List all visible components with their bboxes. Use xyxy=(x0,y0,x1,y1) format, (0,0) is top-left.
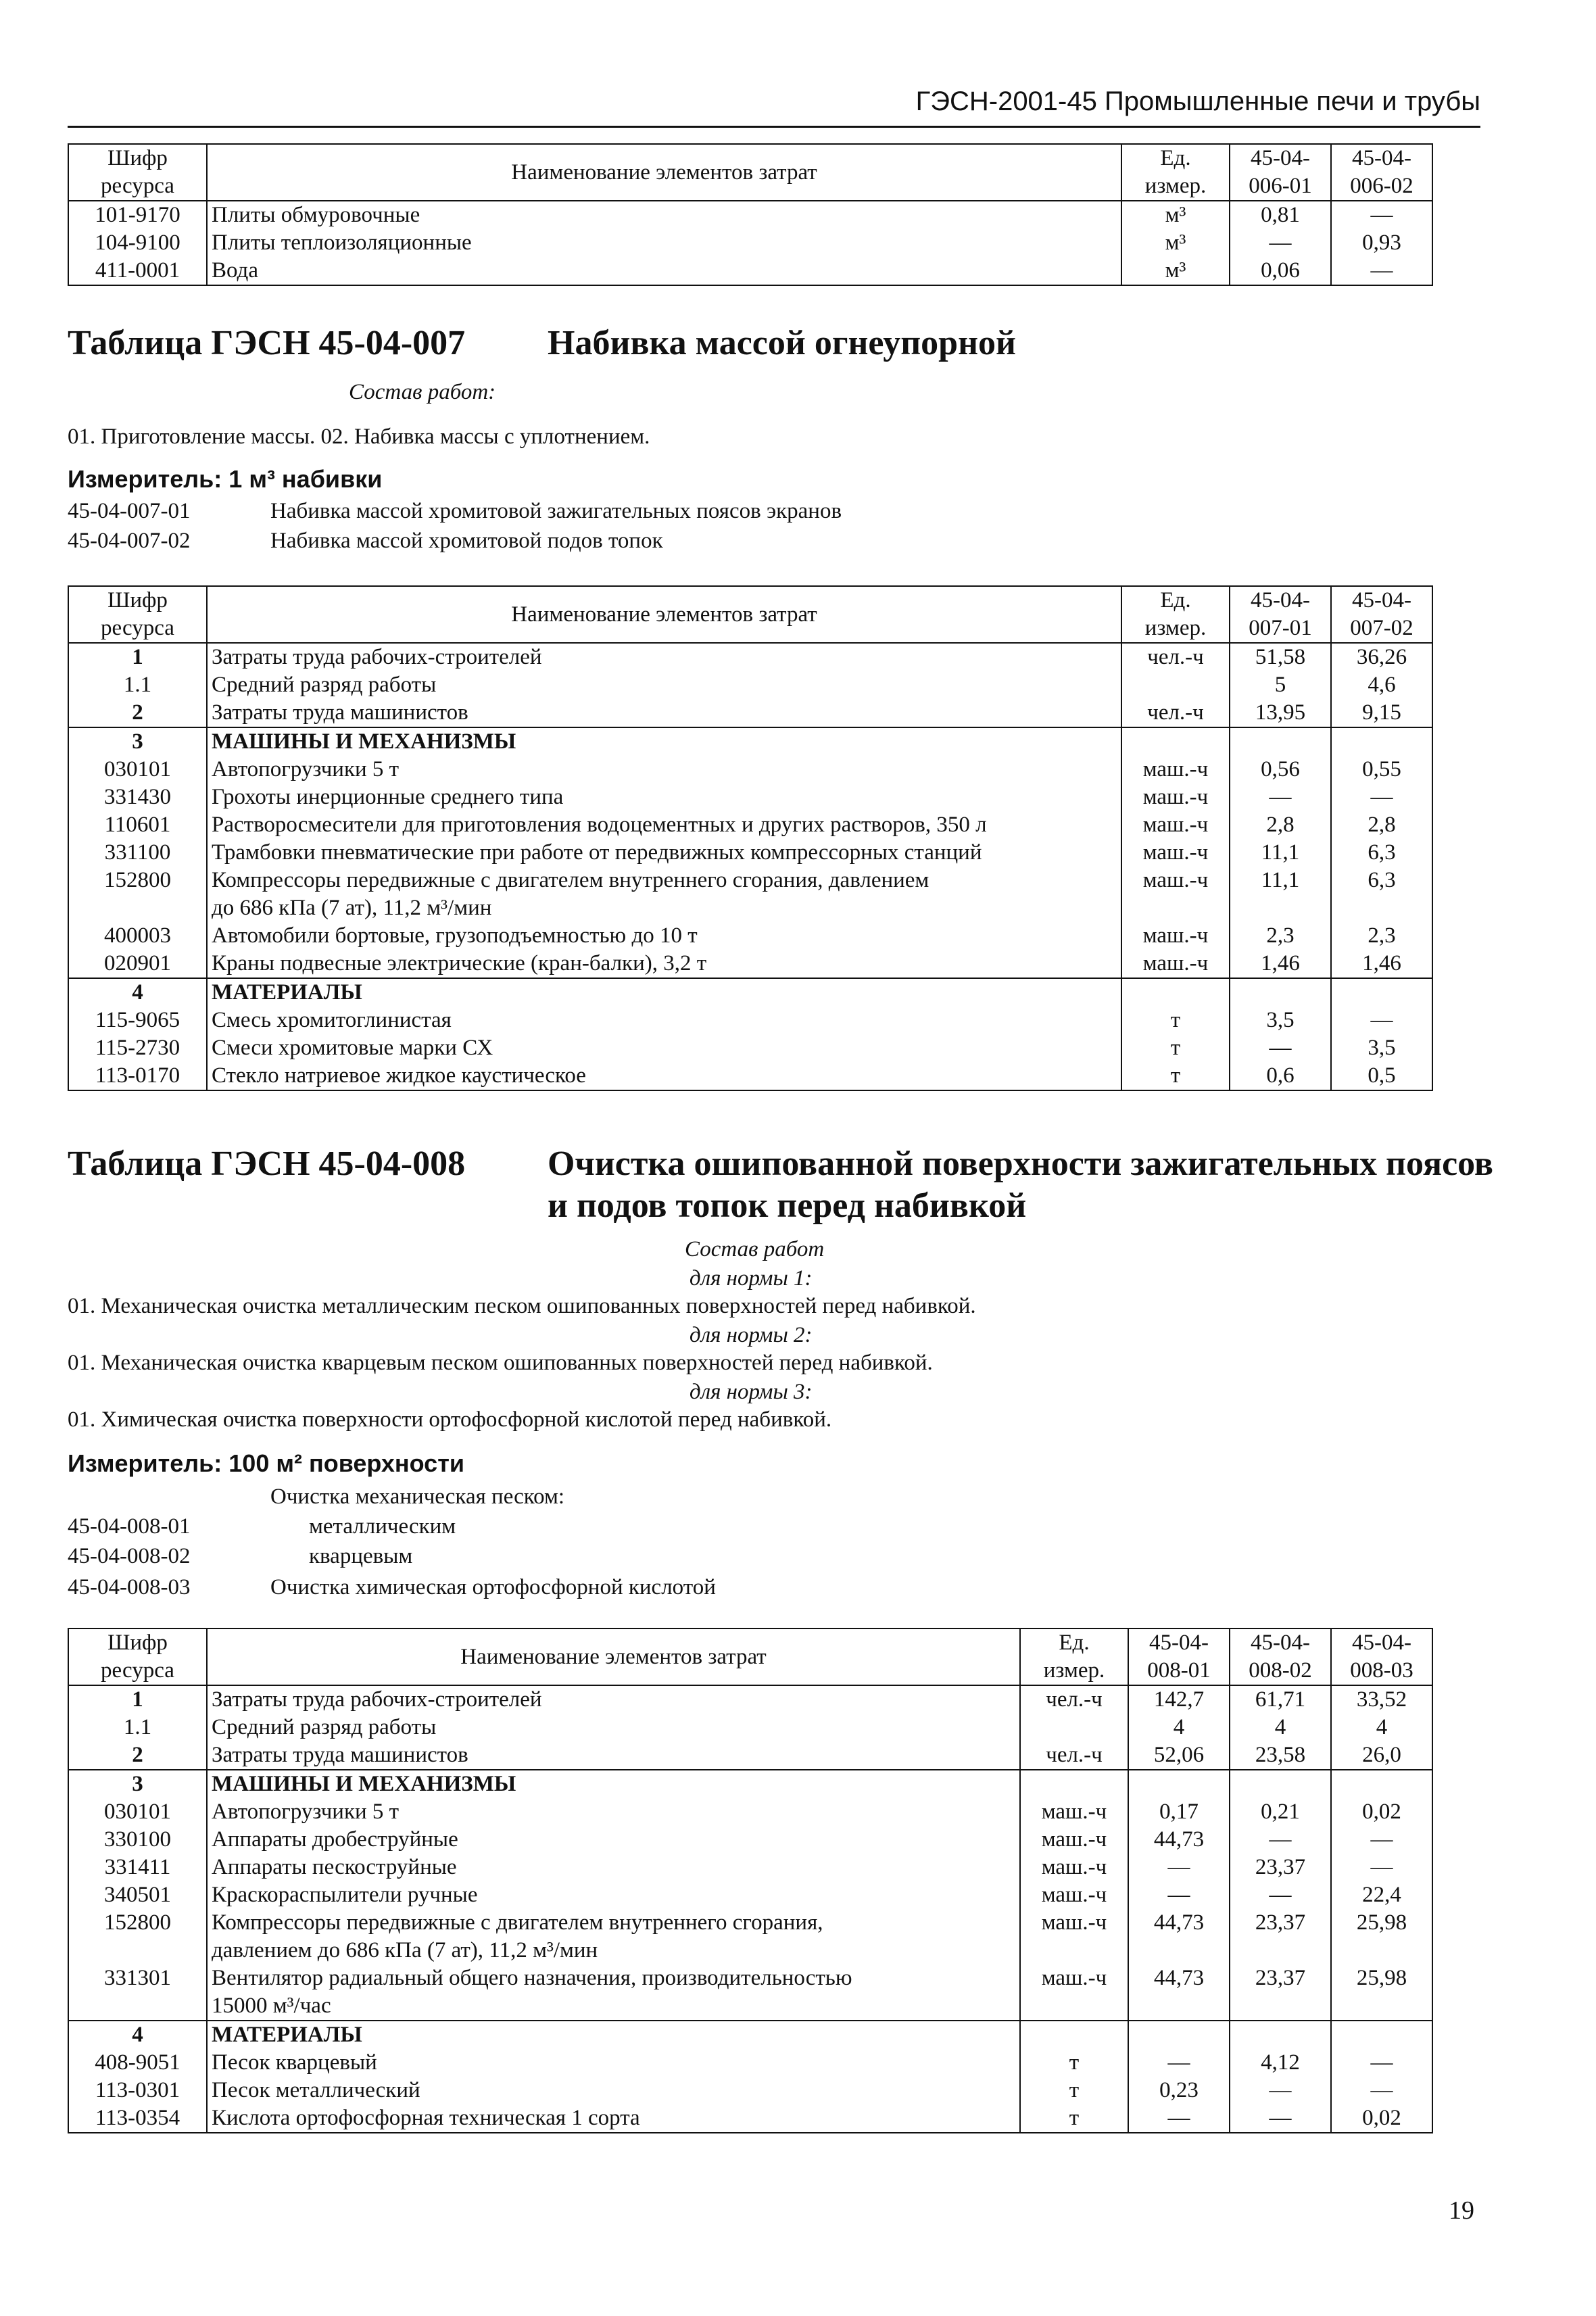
composition-item-2: 01. Механическая очистка кварцевым песком ошипованных поверхностей перед набивкой. xyxy=(68,1351,933,1375)
norm-row xyxy=(68,1514,456,1539)
cell-norm-value xyxy=(1230,1770,1331,1798)
col-header-code: Шифр ресурса xyxy=(68,586,207,643)
cell-cost-name xyxy=(207,699,1121,727)
col-header-code: Шифр ресурса xyxy=(68,1629,207,1685)
cell-norm-value: 0,5 xyxy=(1331,1062,1432,1090)
cell-unit: маш.-ч xyxy=(1020,1854,1128,1881)
cell-resource-code: 113-0354 xyxy=(68,2104,207,2133)
cell-unit: маш.-ч xyxy=(1020,1798,1128,1826)
cell-norm-value: 61,71 xyxy=(1230,1685,1331,1714)
cell-norm-value: 1,46 xyxy=(1230,950,1331,978)
cell-norm-value: 0,56 xyxy=(1230,756,1331,783)
table-subject-008-line2: и подов топок перед набивкой xyxy=(548,1186,1027,1225)
cell-norm-value: 4 xyxy=(1230,1714,1331,1741)
cell-norm-value: — xyxy=(1331,1007,1432,1034)
cost-name-line: МАТЕРИАЛЫ xyxy=(212,980,362,1005)
cell-norm-value: — xyxy=(1331,2077,1432,2104)
cell-norm-value: — xyxy=(1230,229,1331,257)
composition-text: 01. Приготовление массы. 02. Набивка массы с уплотнением. xyxy=(68,425,650,449)
cost-name-line: Автомобили бортовые, грузоподъемностью до 10 т xyxy=(212,923,698,948)
cell-norm-value: 5 xyxy=(1230,671,1331,699)
cell-norm-value: 23,37 xyxy=(1230,1854,1331,1881)
running-header: ГЭСН-2001-45 Промышленные печи и трубы xyxy=(915,87,1480,116)
composition-for-norm-3: для нормы 3: xyxy=(690,1380,813,1404)
cell-resource-code: 408-9051 xyxy=(68,2049,207,2077)
cell-norm-value xyxy=(1331,727,1432,756)
norm-row xyxy=(68,1575,716,1600)
table-row xyxy=(68,229,1432,257)
cell-norm-value: 25,98 xyxy=(1331,1909,1432,1964)
table-row xyxy=(68,867,1432,922)
cell-cost-name xyxy=(207,1007,1121,1034)
cell-norm-value: 1,46 xyxy=(1331,950,1432,978)
norm-code: 45-04-008-02 xyxy=(68,1544,191,1568)
cell-norm-value: 13,95 xyxy=(1230,699,1331,727)
section-row xyxy=(68,978,1432,1007)
cell-norm-value: 2,8 xyxy=(1230,811,1331,839)
cost-name-line: Затраты труда рабочих-строителей xyxy=(212,1687,542,1712)
col-header-norm: 45-04- 007-02 xyxy=(1331,586,1432,643)
cell-resource-code: 115-9065 xyxy=(68,1007,207,1034)
cost-table-006 xyxy=(68,143,1433,286)
cell-cost-name xyxy=(207,671,1121,699)
cost-name-line: Кислота ортофосфорная техническая 1 сорта xyxy=(212,2106,640,2130)
cell-norm-value: 23,58 xyxy=(1230,1741,1331,1770)
cell-norm-value: 51,58 xyxy=(1230,643,1331,671)
composition-label: Состав работ xyxy=(685,1237,825,1261)
cell-resource-code: 331100 xyxy=(68,839,207,867)
cell-norm-value: — xyxy=(1331,1826,1432,1854)
cell-norm-value xyxy=(1128,2021,1230,2049)
cell-norm-value: 4 xyxy=(1331,1714,1432,1741)
cost-name-line: Плиты обмуровочные xyxy=(212,203,420,227)
cell-unit: т xyxy=(1020,2077,1128,2104)
cost-name-line: Затраты труда рабочих-строителей xyxy=(212,645,542,669)
cell-norm-value: 33,52 xyxy=(1331,1685,1432,1714)
norm-code: 45-04-008-03 xyxy=(68,1575,191,1599)
cell-norm-value: 0,6 xyxy=(1230,1062,1331,1090)
col-header-norm: 45-04- 008-03 xyxy=(1331,1629,1432,1685)
cell-norm-value: 23,37 xyxy=(1230,1909,1331,1964)
table-row xyxy=(68,2077,1432,2104)
cost-name-line: Аппараты дробеструйные xyxy=(212,1827,458,1852)
table-row xyxy=(68,2104,1432,2133)
cell-cost-name xyxy=(207,783,1121,811)
cell-resource-code: 2 xyxy=(68,699,207,727)
cell-resource-code: 030101 xyxy=(68,756,207,783)
cell-norm-value: — xyxy=(1128,1854,1230,1881)
cell-unit xyxy=(1020,1770,1128,1798)
norm-description: Набивка массой хромитовой зажигательных поясов экранов xyxy=(270,499,842,523)
cell-norm-value: — xyxy=(1128,1881,1230,1909)
cost-name-line: Автопогрузчики 5 т xyxy=(212,757,400,781)
cell-cost-name xyxy=(207,2021,1020,2049)
table-row xyxy=(68,1034,1432,1062)
cell-norm-value: 0,02 xyxy=(1331,2104,1432,2133)
cell-norm-value: 4,6 xyxy=(1331,671,1432,699)
cell-norm-value: 25,98 xyxy=(1331,1964,1432,2021)
cell-resource-code: 110601 xyxy=(68,811,207,839)
norm-code: 45-04-008-01 xyxy=(68,1514,191,1539)
col-header-name: Наименование элементов затрат xyxy=(207,144,1121,201)
norm-description: Набивка массой хромитовой подов топок xyxy=(270,529,663,553)
cell-norm-value: — xyxy=(1230,1881,1331,1909)
table-row xyxy=(68,950,1432,978)
cost-name-line: Трамбовки пневматические при работе от передвижных компрессорных станций xyxy=(212,840,982,865)
cost-name-line: Средний разряд работы xyxy=(212,673,437,697)
cell-unit xyxy=(1020,1714,1128,1741)
table-row xyxy=(68,1714,1432,1741)
cell-unit: маш.-ч xyxy=(1121,950,1230,978)
cell-cost-name xyxy=(207,1798,1020,1826)
cell-norm-value xyxy=(1128,1770,1230,1798)
cell-resource-code: 115-2730 xyxy=(68,1034,207,1062)
col-header-unit: Ед. измер. xyxy=(1020,1629,1128,1685)
cell-resource-code: 020901 xyxy=(68,950,207,978)
cell-norm-value: 4 xyxy=(1128,1714,1230,1741)
cost-name-line: Краскораспылители ручные xyxy=(212,1883,478,1907)
table-row xyxy=(68,1741,1432,1770)
composition-item-3: 01. Химическая очистка поверхности ортофосфорной кислотой перед набивкой. xyxy=(68,1407,832,1432)
cell-norm-value: 0,02 xyxy=(1331,1798,1432,1826)
col-header-code: Шифр ресурса xyxy=(68,144,207,201)
cell-unit: маш.-ч xyxy=(1020,1826,1128,1854)
cell-cost-name xyxy=(207,1714,1020,1741)
cell-norm-value: 0,06 xyxy=(1230,257,1331,285)
cell-unit: т xyxy=(1020,2104,1128,2133)
cell-norm-value: — xyxy=(1331,257,1432,285)
cell-norm-value: 2,3 xyxy=(1331,922,1432,950)
cell-unit xyxy=(1020,2021,1128,2049)
cell-cost-name xyxy=(207,922,1121,950)
measure-unit: Измеритель: 100 м² поверхности xyxy=(68,1449,464,1477)
cell-resource-code: 1.1 xyxy=(68,671,207,699)
cost-name-line: Автопогрузчики 5 т xyxy=(212,1800,400,1824)
cell-norm-value: 44,73 xyxy=(1128,1964,1230,2021)
cell-cost-name xyxy=(207,1909,1020,1964)
cell-cost-name xyxy=(207,2077,1020,2104)
cell-norm-value: 9,15 xyxy=(1331,699,1432,727)
cell-norm-value: 4,12 xyxy=(1230,2049,1331,2077)
cell-unit: чел.-ч xyxy=(1121,699,1230,727)
cell-unit xyxy=(1121,978,1230,1007)
cell-norm-value: 6,3 xyxy=(1331,867,1432,922)
norm-row xyxy=(68,1544,412,1569)
cell-unit: т xyxy=(1121,1034,1230,1062)
table-row xyxy=(68,1062,1432,1090)
section-row xyxy=(68,1770,1432,1798)
cell-cost-name xyxy=(207,1770,1020,1798)
cell-resource-code: 104-9100 xyxy=(68,229,207,257)
col-header-norm: 45-04- 008-01 xyxy=(1128,1629,1230,1685)
cell-norm-value: 2,8 xyxy=(1331,811,1432,839)
cell-unit: маш.-ч xyxy=(1020,1964,1128,2021)
cell-norm-value: 11,1 xyxy=(1230,867,1331,922)
cell-cost-name xyxy=(207,643,1121,671)
cost-name-line: 15000 м³/час xyxy=(212,1994,331,2018)
cell-norm-value: 0,93 xyxy=(1331,229,1432,257)
table-row xyxy=(68,783,1432,811)
table-row xyxy=(68,1685,1432,1714)
cost-name-line: Растворосмесители для приготовления водоцементных и других растворов, 350 л xyxy=(212,813,987,837)
composition-for-norm-1: для нормы 1: xyxy=(690,1266,813,1290)
cell-norm-value: — xyxy=(1230,1034,1331,1062)
cost-name-line: Плиты теплоизоляционные xyxy=(212,231,472,255)
table-subject-008-line1: Очистка ошипованной поверхности зажигательных поясов xyxy=(548,1144,1493,1183)
cost-name-line: МАШИНЫ И МЕХАНИЗМЫ xyxy=(212,1772,516,1796)
cell-cost-name xyxy=(207,1685,1020,1714)
col-header-norm: 45-04- 007-01 xyxy=(1230,586,1331,643)
col-header-unit: Ед. измер. xyxy=(1121,586,1230,643)
measure-unit: Измеритель: 1 м³ набивки xyxy=(68,465,383,493)
cell-cost-name xyxy=(207,950,1121,978)
cell-unit xyxy=(1121,671,1230,699)
norm-description: Очистка химическая ортофосфорной кислотой xyxy=(270,1575,716,1599)
cost-name-line: МАТЕРИАЛЫ xyxy=(212,2023,362,2047)
table-row xyxy=(68,1798,1432,1826)
cell-norm-value xyxy=(1331,1770,1432,1798)
col-header-name: Наименование элементов затрат xyxy=(207,586,1121,643)
cell-norm-value xyxy=(1331,978,1432,1007)
table-row xyxy=(68,2049,1432,2077)
cell-resource-code: 400003 xyxy=(68,922,207,950)
cell-resource-code: 1 xyxy=(68,1685,207,1714)
cell-cost-name xyxy=(207,2049,1020,2077)
cost-name-line: до 686 кПа (7 ат), 11,2 м³/мин xyxy=(212,896,492,920)
table-row xyxy=(68,922,1432,950)
cell-cost-name xyxy=(207,229,1121,257)
cell-norm-value xyxy=(1331,2021,1432,2049)
norm-code: 45-04-007-01 xyxy=(68,499,191,523)
cell-norm-value: 3,5 xyxy=(1230,1007,1331,1034)
cell-unit: м³ xyxy=(1121,201,1230,229)
cell-resource-code: 113-0301 xyxy=(68,2077,207,2104)
table-row xyxy=(68,1826,1432,1854)
header-rule xyxy=(68,126,1480,128)
cell-norm-value: 6,3 xyxy=(1331,839,1432,867)
cell-cost-name xyxy=(207,727,1121,756)
cell-unit: т xyxy=(1020,2049,1128,2077)
cell-unit xyxy=(1121,727,1230,756)
cell-norm-value: — xyxy=(1128,2104,1230,2133)
cell-cost-name xyxy=(207,839,1121,867)
cell-norm-value xyxy=(1230,2021,1331,2049)
cost-name-line: Затраты труда машинистов xyxy=(212,700,468,725)
cell-cost-name xyxy=(207,1034,1121,1062)
cell-cost-name xyxy=(207,2104,1020,2133)
cost-name-line: МАШИНЫ И МЕХАНИЗМЫ xyxy=(212,729,516,754)
cell-norm-value: 26,0 xyxy=(1331,1741,1432,1770)
table-title-008: Таблица ГЭСН 45-04-008 xyxy=(68,1144,466,1183)
cell-unit: чел.-ч xyxy=(1020,1685,1128,1714)
cell-norm-value: 52,06 xyxy=(1128,1741,1230,1770)
norm-description: металлическим xyxy=(309,1514,456,1539)
table-row xyxy=(68,756,1432,783)
table-row xyxy=(68,1881,1432,1909)
cost-name-line: Смеси хромитовые марки СХ xyxy=(212,1036,493,1060)
cell-norm-value: 142,7 xyxy=(1128,1685,1230,1714)
cell-unit: маш.-ч xyxy=(1121,867,1230,922)
cost-name-line: давлением до 686 кПа (7 ат), 11,2 м³/мин xyxy=(212,1938,598,1962)
cost-name-line: Аппараты пескоструйные xyxy=(212,1855,457,1879)
cost-name-line: Вода xyxy=(212,258,258,283)
cell-resource-code: 101-9170 xyxy=(68,201,207,229)
table-row xyxy=(68,1909,1432,1964)
table-row xyxy=(68,643,1432,671)
cell-cost-name xyxy=(207,1826,1020,1854)
cell-unit: маш.-ч xyxy=(1121,783,1230,811)
cell-norm-value: — xyxy=(1331,1854,1432,1881)
cell-norm-value: — xyxy=(1331,2049,1432,2077)
cell-norm-value: 2,3 xyxy=(1230,922,1331,950)
cell-cost-name xyxy=(207,811,1121,839)
norm-row xyxy=(68,499,842,524)
cell-resource-code: 331301 xyxy=(68,1964,207,2021)
cell-norm-value: 0,17 xyxy=(1128,1798,1230,1826)
cost-name-line: Компрессоры передвижные с двигателем внутреннего сгорания, давлением xyxy=(212,868,929,892)
cell-cost-name xyxy=(207,1881,1020,1909)
cell-unit: маш.-ч xyxy=(1121,756,1230,783)
table-row xyxy=(68,257,1432,285)
cell-norm-value xyxy=(1230,978,1331,1007)
cost-name-line: Средний разряд работы xyxy=(212,1715,437,1739)
col-header-norm: 45-04- 008-02 xyxy=(1230,1629,1331,1685)
cell-norm-value: — xyxy=(1230,2104,1331,2133)
cell-norm-value: — xyxy=(1331,201,1432,229)
cell-unit: маш.-ч xyxy=(1121,839,1230,867)
col-header-name: Наименование элементов затрат xyxy=(207,1629,1020,1685)
cell-unit: чел.-ч xyxy=(1020,1741,1128,1770)
composition-label: Состав работ: xyxy=(349,380,496,404)
cell-cost-name xyxy=(207,257,1121,285)
composition-for-norm-2: для нормы 2: xyxy=(690,1323,813,1347)
cell-cost-name xyxy=(207,756,1121,783)
cell-resource-code: 3 xyxy=(68,1770,207,1798)
cell-norm-value: — xyxy=(1230,783,1331,811)
col-header-norm: 45-04- 006-01 xyxy=(1230,144,1331,201)
cell-norm-value xyxy=(1230,727,1331,756)
cell-norm-value: 3,5 xyxy=(1331,1034,1432,1062)
cell-norm-value: 36,26 xyxy=(1331,643,1432,671)
cost-name-line: Стекло натриевое жидкое каустическое xyxy=(212,1063,586,1088)
cost-name-line: Смесь хромитоглинистая xyxy=(212,1008,452,1032)
cell-resource-code: 330100 xyxy=(68,1826,207,1854)
cost-table-007 xyxy=(68,585,1433,1091)
table-row xyxy=(68,811,1432,839)
cell-resource-code: 331430 xyxy=(68,783,207,811)
cell-resource-code: 4 xyxy=(68,978,207,1007)
table-row xyxy=(68,1854,1432,1881)
cell-unit: маш.-ч xyxy=(1121,811,1230,839)
section-row xyxy=(68,2021,1432,2049)
norm-code: 45-04-007-02 xyxy=(68,529,191,553)
cell-unit: маш.-ч xyxy=(1020,1909,1128,1964)
norm-description: кварцевым xyxy=(309,1544,413,1568)
cell-norm-value: 0,21 xyxy=(1230,1798,1331,1826)
cell-resource-code: 331411 xyxy=(68,1854,207,1881)
col-header-norm: 45-04- 006-02 xyxy=(1331,144,1432,201)
section-row xyxy=(68,727,1432,756)
cell-unit: м³ xyxy=(1121,229,1230,257)
table-row xyxy=(68,1007,1432,1034)
table-subject-007: Набивка массой огнеупорной xyxy=(548,324,1017,362)
cell-norm-value: 0,55 xyxy=(1331,756,1432,783)
cost-name-line: Компрессоры передвижные с двигателем внутреннего сгорания, xyxy=(212,1910,823,1935)
cost-name-line: Краны подвесные электрические (кран-балки), 3,2 т xyxy=(212,951,707,975)
cost-name-line: Затраты труда машинистов xyxy=(212,1743,468,1767)
norm-row xyxy=(68,529,663,554)
table-row xyxy=(68,201,1432,229)
cell-norm-value: 44,73 xyxy=(1128,1826,1230,1854)
cell-cost-name xyxy=(207,1062,1121,1090)
norm-group-heading: Очистка механическая песком: xyxy=(270,1485,565,1509)
cell-resource-code: 340501 xyxy=(68,1881,207,1909)
table-row xyxy=(68,1964,1432,2021)
cell-unit: чел.-ч xyxy=(1121,643,1230,671)
cost-name-line: Песок кварцевый xyxy=(212,2050,377,2075)
cost-table-008 xyxy=(68,1628,1433,2133)
cell-resource-code: 1.1 xyxy=(68,1714,207,1741)
cell-cost-name xyxy=(207,867,1121,922)
cell-unit: маш.-ч xyxy=(1020,1881,1128,1909)
cell-norm-value: 23,37 xyxy=(1230,1964,1331,2021)
cost-name-line: Грохоты инерционные среднего типа xyxy=(212,785,564,809)
cell-unit: т xyxy=(1121,1007,1230,1034)
cell-resource-code: 2 xyxy=(68,1741,207,1770)
cell-norm-value: 44,73 xyxy=(1128,1909,1230,1964)
cell-norm-value: — xyxy=(1331,783,1432,811)
cell-norm-value: — xyxy=(1128,2049,1230,2077)
cell-resource-code: 113-0170 xyxy=(68,1062,207,1090)
cell-cost-name xyxy=(207,1854,1020,1881)
cell-resource-code: 411-0001 xyxy=(68,257,207,285)
cell-norm-value: 0,23 xyxy=(1128,2077,1230,2104)
cell-norm-value: 0,81 xyxy=(1230,201,1331,229)
cell-unit: м³ xyxy=(1121,257,1230,285)
table-title-007: Таблица ГЭСН 45-04-007 xyxy=(68,324,466,362)
page-number: 19 xyxy=(1449,2196,1474,2225)
cost-name-line: Вентилятор радиальный общего назначения, производительностью xyxy=(212,1966,852,1990)
table-row xyxy=(68,671,1432,699)
cell-unit: т xyxy=(1121,1062,1230,1090)
cell-norm-value: 11,1 xyxy=(1230,839,1331,867)
cell-resource-code: 4 xyxy=(68,2021,207,2049)
cell-resource-code: 152800 xyxy=(68,867,207,922)
cell-norm-value: — xyxy=(1230,1826,1331,1854)
cell-resource-code: 1 xyxy=(68,643,207,671)
composition-item-1: 01. Механическая очистка металлическим песком ошипованных поверхностей перед набивкой. xyxy=(68,1294,976,1318)
cell-resource-code: 3 xyxy=(68,727,207,756)
cell-resource-code: 030101 xyxy=(68,1798,207,1826)
cell-unit: маш.-ч xyxy=(1121,922,1230,950)
cell-cost-name xyxy=(207,1964,1020,2021)
cell-cost-name xyxy=(207,1741,1020,1770)
table-row xyxy=(68,699,1432,727)
col-header-unit: Ед. измер. xyxy=(1121,144,1230,201)
cell-resource-code: 152800 xyxy=(68,1909,207,1964)
cell-norm-value: 22,4 xyxy=(1331,1881,1432,1909)
cost-name-line: Песок металлический xyxy=(212,2078,420,2102)
cell-norm-value: — xyxy=(1230,2077,1331,2104)
table-row xyxy=(68,839,1432,867)
cell-cost-name xyxy=(207,201,1121,229)
cell-cost-name xyxy=(207,978,1121,1007)
